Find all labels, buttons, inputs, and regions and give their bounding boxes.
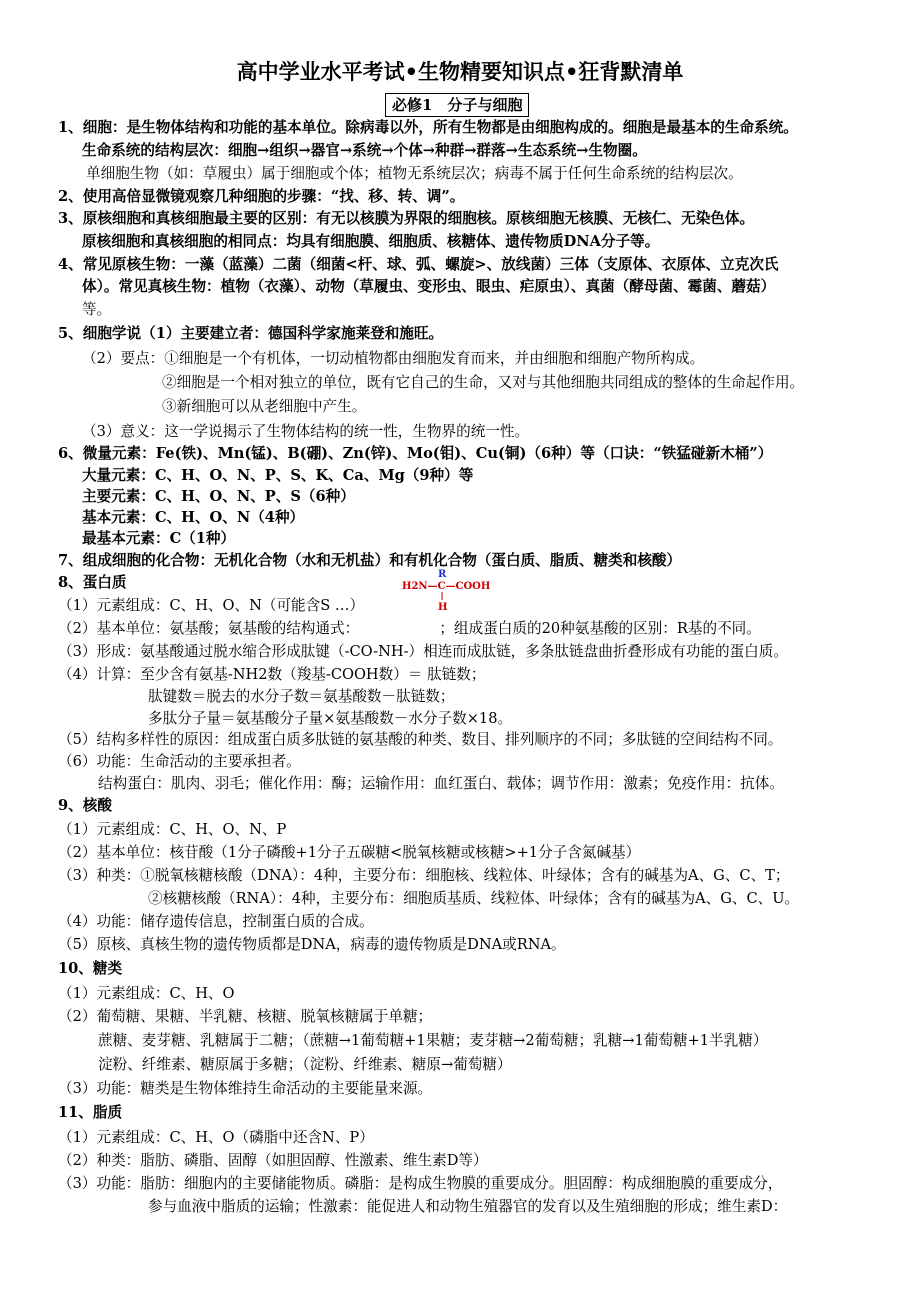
line-32: （1）元素组成：C、H、O、N、P xyxy=(58,821,287,838)
line-46: （2）种类：脂肪、磷脂、固醇（如胆固醇、性激素、维生素D等） xyxy=(58,1152,488,1169)
line-29: （6）功能：生命活动的主要承担者。 xyxy=(58,753,301,770)
line-25: （4）计算：至少含有氨基-NH2数（羧基-COOH数）＝ 肽链数； xyxy=(58,666,486,683)
line-19: 最基本元素：C（1种） xyxy=(82,530,236,547)
line-23: （2）基本单位：氨基酸；氨基酸的结构通式： ；组成蛋白质的20种氨基酸的区别：R基的不同。 xyxy=(58,620,761,637)
line-20: 7、组成细胞的化合物：无机化合物（水和无机盐）和有机化合物（蛋白质、脂质、糖类和核酸） xyxy=(58,552,682,569)
line-7: 4、常见原核生物：一藻（蓝藻）二菌（细菌<杆、球、弧、螺旋>、放线菌）三体（支原体、衣原体、立克次氏 xyxy=(58,256,779,273)
line-43: （3）功能：糖类是生物体维持生命活动的主要能量来源。 xyxy=(58,1080,433,1097)
line-28: （5）结构多样性的原因：组成蛋白质多肽链的氨基酸的种类、数目、排列顺序的不同；多肽链的空间结构不同。 xyxy=(58,731,783,748)
amino-backbone: H2N—C—COOH xyxy=(402,581,491,592)
line-24: （3）形成：氨基酸通过脱水缩合形成肽键（-CO-NH-）相连而成肽链，多条肽链盘曲折叠形成有功能的蛋白质。 xyxy=(58,643,788,660)
line-12: ②细胞是一个相对独立的单位，既有它自己的生命，又对与其他细胞共同组成的整体的生命起作用。 xyxy=(162,374,805,391)
line-10: 5、细胞学说（1）主要建立者：德国科学家施莱登和施旺。 xyxy=(58,325,444,342)
line-16: 大量元素：C、H、O、N、P、S、K、Ca、Mg（9种）等 xyxy=(82,467,474,484)
line-27: 多肽分子量＝氨基酸分子量×氨基酸数－水分子数×18。 xyxy=(148,710,513,727)
line-4: 2、使用高倍显微镜观察几种细胞的步骤：“找、移、转、调”。 xyxy=(58,188,465,205)
line-42: 淀粉、纤维素、糖原属于多糖；（淀粉、纤维素、糖原→葡萄糖） xyxy=(98,1056,512,1073)
line-14: （3）意义：这一学说揭示了生物体结构的统一性，生物界的统一性。 xyxy=(82,423,530,440)
line-5: 3、原核细胞和真核细胞最主要的区别：有无以核膜为界限的细胞核。原核细胞无核膜、无核仁、无染色体。 xyxy=(58,210,755,227)
line-36: （4）功能：储存遗传信息，控制蛋白质的合成。 xyxy=(58,913,374,930)
line-15: 6、微量元素：Fe(铁)、Mn(锰)、B(硼)、Zn(锌)、Mo(钼)、Cu(铜)（6种）等（口诀：“铁猛碰新木桶”） xyxy=(58,445,773,462)
line-17: 主要元素：C、H、O、N、P、S（6种） xyxy=(82,488,355,505)
line-18: 基本元素：C、H、O、N（4种） xyxy=(82,509,305,526)
h-label: H xyxy=(438,602,448,612)
document-title: 高中学业水平考试•生物精要知识点•狂背默清单 xyxy=(236,60,684,84)
line-26: 肽键数＝脱去的水分子数＝氨基酸数－肽链数； xyxy=(148,688,455,705)
line-48: 参与血液中脂质的运输；性激素：能促进人和动物生殖器官的发育以及生殖细胞的形成；维生素D： xyxy=(148,1198,788,1215)
amino-acid-formula xyxy=(400,568,500,612)
line-44: 11、脂质 xyxy=(58,1104,123,1121)
line-39: （1）元素组成：C、H、O xyxy=(58,985,235,1002)
line-13: ③新细胞可以从老细胞中产生。 xyxy=(162,398,367,415)
line-33: （2）基本单位：核苷酸（1分子磷酸+1分子五碳糖<脱氧核糖或核糖>+1分子含氮碱基） xyxy=(58,844,641,861)
line-30: 结构蛋白：肌肉、羽毛；催化作用：酶；运输作用：血红蛋白、载体；调节作用：激素；免疫作用：抗体。 xyxy=(98,775,784,792)
chapter-heading: 必修1 分子与细胞 xyxy=(385,93,529,117)
line-47: （3）功能：脂肪：细胞内的主要储能物质。磷脂：是构成生物膜的重要成分。胆固醇：构成细胞膜的重要成分， xyxy=(58,1175,783,1192)
line-11: （2）要点：①细胞是一个有机体，一切动植物都由细胞发育而来，并由细胞和细胞产物所构成。 xyxy=(82,350,705,367)
line-40: （2）葡萄糖、果糖、半乳糖、核糖、脱氧核糖属于单糖； xyxy=(58,1008,433,1025)
r-group-label: R xyxy=(438,569,447,580)
line-6: 原核细胞和真核细胞的相同点：均具有细胞膜、细胞质、核糖体、遗传物质DNA分子等。 xyxy=(82,233,660,250)
line-3: 单细胞生物（如：草履虫）属于细胞或个体；植物无系统层次；病毒不属于任何生命系统的结构层次。 xyxy=(86,165,743,182)
line-21: 8、蛋白质 xyxy=(58,574,127,591)
line-2: 生命系统的结构层次：细胞→组织→器官→系统→个体→种群→群落→生态系统→生物圈。 xyxy=(82,142,647,159)
line-8: 体）。常见真核生物：植物（衣藻）、动物（草履虫、变形虫、眼虫、疟原虫）、真菌（酵母菌、霉菌、蘑菇） xyxy=(82,278,776,295)
line-37: （5）原核、真核生物的遗传物质都是DNA，病毒的遗传物质是DNA或RNA。 xyxy=(58,936,566,953)
line-38: 10、糖类 xyxy=(58,960,123,977)
line-9: 等。 xyxy=(82,301,112,318)
line-22: （1）元素组成：C、H、O、N（可能含S …） xyxy=(58,597,365,614)
line-34: （3）种类：①脱氧核糖核酸（DNA）：4种，主要分布：细胞核、线粒体、叶绿体；含有的碱基为A、G、C、T； xyxy=(58,867,790,884)
line-41: 蔗糖、麦芽糖、乳糖属于二糖；（蔗糖→1葡萄糖+1果糖；麦芽糖→2葡萄糖；乳糖→1葡萄糖+1半乳糖） xyxy=(98,1032,768,1049)
line-45: （1）元素组成：C、H、O（磷脂中还含N、P） xyxy=(58,1129,374,1146)
line-31: 9、核酸 xyxy=(58,797,112,814)
line-1: 1、细胞：是生物体结构和功能的基本单位。除病毒以外，所有生物都是由细胞构成的。细胞是最基本的生命系统。 xyxy=(58,119,798,136)
line-35: ②核糖核酸（RNA）：4种，主要分布：细胞质基质、线粒体、叶绿体；含有的碱基为A、G、C、U。 xyxy=(148,890,800,907)
